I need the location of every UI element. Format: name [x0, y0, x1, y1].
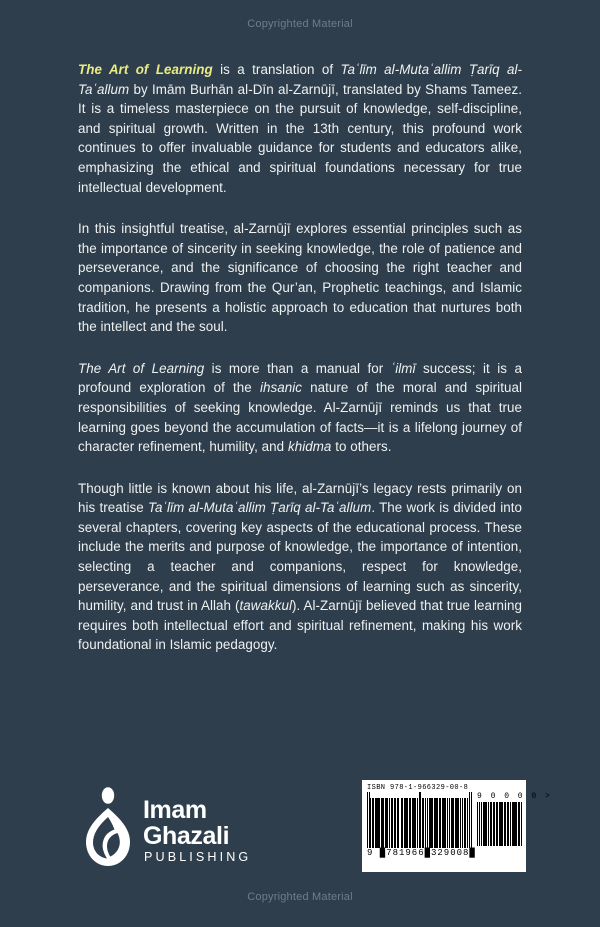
barcode-ean13: [367, 792, 476, 858]
blurb-p3-segment-d: to others.: [331, 439, 392, 455]
blurb-p3-italic-term-khidma: khidma: [287, 439, 332, 455]
blurb-p3-italic-term-ihsanic: ihsanic: [259, 380, 302, 396]
blurb-p1-italic-work-title: Taʿlīm al-Mutaʿallim Ṭarīq al-Taʿallum: [78, 62, 522, 97]
blurb-p3-italic-term-ilmi: ʿilmī: [390, 360, 416, 376]
blurb-p3-segment-c: nature of the moral and spiritual responsibilities of seeking knowledge. Al-Zarnūjī reminds us that true learning goes beyond the accumulation of facts—it is a lifelong journey of character refinement, humility, and: [78, 380, 522, 455]
publisher-name-line-3: PUBLISHING: [144, 850, 252, 864]
blurb-p4-italic-term-tawakkul: tawakkul: [239, 598, 292, 614]
blurb-p4-italic-work-title: Taʿlīm al-Mutaʿallim Ṭarīq al-Taʿallum: [148, 500, 372, 516]
publisher-wordmark: [143, 798, 251, 868]
blurb-p1-segment-a: is a translation of: [212, 62, 341, 77]
isbn-barcode: [362, 780, 552, 872]
publisher-logo: [82, 782, 252, 868]
blurb-paragraph-3: [78, 359, 522, 457]
blurb-p4-segment-c: ). Al-Zarnūjī believed that true learning requires both intellectual effort and spiritual refinement, making his work foundational in Islamic pedagogy.: [78, 598, 522, 653]
blurb-p3-segment-a: is more than a manual for: [204, 360, 391, 376]
blurb-paragraph-4: [78, 479, 522, 655]
highlighted-book-title: The Art of Learning: [78, 62, 213, 77]
back-cover-blurb: [78, 60, 522, 655]
barcode-bars-main: [367, 792, 472, 848]
blurb-p4-segment-b: . The work is divided into several chapters, covering key aspects of the educational process. These include the merits and purpose of knowledge, the importance of intention, selecting a teacher and companions, respect for knowledge, perseverance, and the spiritual dimensions of learning such as sincerity, humility, and trust in Allah (: [78, 500, 523, 614]
blurb-p3-segment-b: success; it is a profound exploration of the: [78, 360, 522, 396]
isbn-label: ISBN 978-1-966329-00-8: [367, 784, 469, 792]
copyright-notice-bottom: Copyrighted Material: [247, 891, 353, 903]
barcode-addon-digits: 9 0 0 0 0 >: [477, 792, 552, 801]
blurb-paragraph-2: In this insightful treatise, al-Zarnūjī explores essential principles such as the importance of sincerity in seeking knowledge, the role of patience and perseverance, and the significance of choosing the right teacher and companions. Drawing from the Qur’an, Prophetic teachings, and Islamic tradition, he presents a holistic approach to education that nurtures both the intellect and the soul.: [78, 221, 522, 335]
copyright-notice-top: Copyrighted Material: [247, 18, 353, 30]
publisher-name-line-2: Ghazali: [143, 821, 230, 850]
blurb-p3-italic-title: The Art of Learning: [78, 360, 205, 376]
blurb-p4-segment-a: Though little is known about his life, al-Zarnūjī’s legacy rests primarily on his treatise: [78, 480, 522, 516]
blurb-paragraph-1: [78, 60, 522, 197]
barcode-addon-5: [477, 792, 552, 846]
blurb-p1-segment-b: by Imām Burhān al-Dīn al-Zarnūjī, translated by Shams Tameez. It is a timeless masterpiece on the pursuit of knowledge, self-discipline, and spiritual growth. Written in the 13th century, this profound work continues to offer invaluable guidance for students and educators alike, emphasizing the ethical and spiritual foundations necessary for true intellectual development.: [78, 81, 522, 195]
barcode-bars-addon: [477, 802, 522, 846]
publisher-name-line-1: Imam: [143, 796, 207, 824]
flame-droplet-icon: [82, 786, 134, 868]
barcode-ean-digits: 9 █781966█329008█: [367, 848, 476, 858]
